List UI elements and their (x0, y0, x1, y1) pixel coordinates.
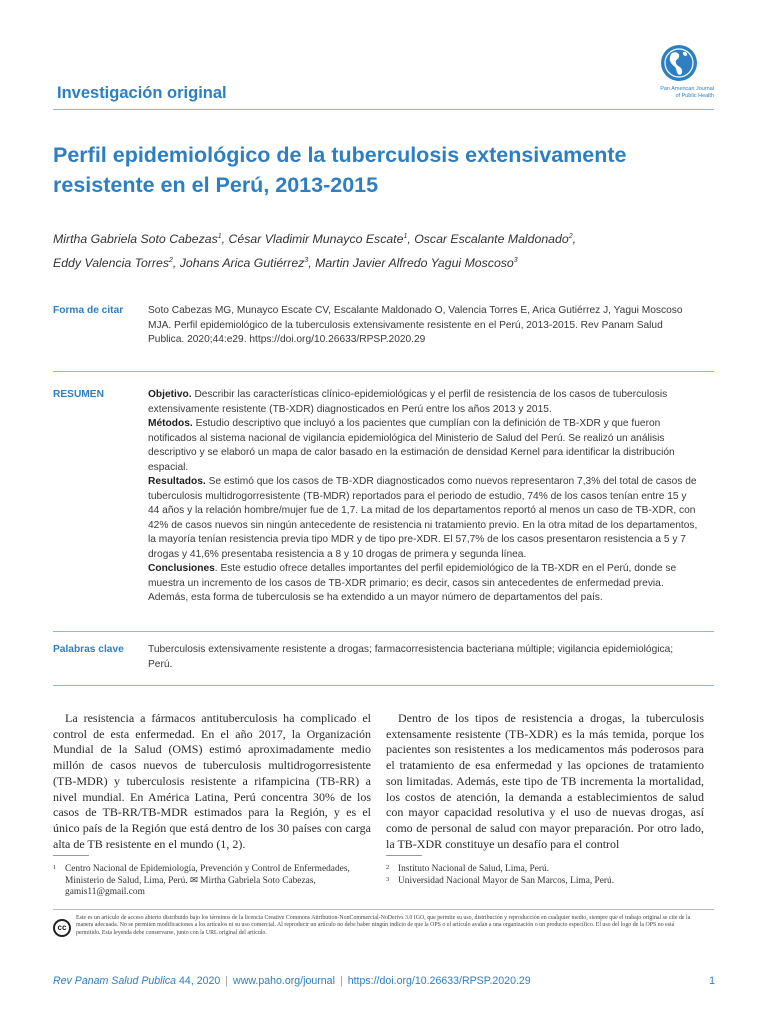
author-list: Mirtha Gabriela Soto Cabezas$^1$, César Vladimir Munayco Escate$^1$, Oscar Escalante Maldonado$^2$, Eddy Valencia Torres$^2$, Johans Arica Gutiérrez$^3$, Martin Javier Alfredo Yagui Moscoso$^3$ (53, 232, 577, 271)
footnote-divider (53, 855, 89, 856)
author-affiliation-mark: 2 (568, 233, 573, 240)
abstract-methods: Estudio descriptivo que incluyó a los pacientes que cumplían con la definición de TB-XDR y que fueron notificados al sistema nacional de vigilancia epidemiológica del Ministerio de Salud del Perú. Se realizó un análisis descriptivo y se elaboró un mapa de calor basado en la estimación de densidad Kernel para identificar la distribución espacial. (148, 418, 675, 473)
author-name: Martin Javier Alfredo Yagui Moscoso (315, 256, 514, 271)
body-paragraph: La resistencia a fármacos antituberculosis ha complicado el control de esta enfermedad. En el año 2017, la Organización Mundial de la Salud (OMS) estimó aproximadamente medio millón de casos nuevos de tuberculosis multidrogorresistente (TB-MDR) y tuberculosis resistente a rifampicina (TB-RR) a nivel mundial. En América Latina, Perú concentra 30% de los casos de TB-RR/TB-MDR estimados para la Región, y es el único país de la Región que está dentro de los 30 países con carga alta de TB resistente en el mundo (1, 2). (53, 711, 371, 851)
body-column-right (386, 711, 704, 852)
abstract-methods-heading: Métodos. (148, 418, 193, 429)
article-title: Perfil epidemiológico de la tuberculosis extensivamente resistente en el Perú, 2013-2015 (53, 143, 627, 197)
abstract-label: RESUMEN (53, 389, 104, 400)
logo-text-line2: of Public Health (675, 93, 714, 99)
keywords-divider (53, 631, 714, 632)
author-affiliation-mark: 3 (304, 257, 309, 265)
author-name: Johans Arica Gutiérrez (179, 256, 305, 271)
author-affiliation-mark: 2 (168, 257, 173, 265)
page-footer: Rev Panam Salud Publica 44, 2020 | www.paho.org/journal | https://doi.org/10.26633/RPSP.2020.29 (53, 975, 531, 987)
body-top-divider (53, 685, 714, 686)
section-label: Investigación original (57, 84, 227, 102)
license-text: Este es un artículo de acceso abierto distribuido bajo los términos de la licencia Creative Commons Attribution-NonCommercial-NoDerivs 3.0 IGO, que permite su uso, distribución y reproducción en cualquier medio, siempre que el trabajo original se cite de la manera adecuada. No se permiten modificaciones a los artículos ni su uso comercial. Al reproducir un artículo no debe haber ningún indicio de que la OPS o el artículo avalan a una organización o un producto específico. El uso del logo de la OPS no está permitido. Esta leyenda debe conservarse, junto con la URL original del artículo. (76, 915, 691, 936)
body-column-left (53, 711, 371, 852)
author-affiliation-mark: 1 (403, 233, 408, 240)
citation-label: Forma de citar (53, 305, 124, 316)
creative-commons-icon: cc (53, 919, 71, 937)
footer-url-link[interactable]: www.paho.org/journal (233, 975, 335, 987)
journal-logo (644, 44, 714, 106)
footnote-text: Universidad Nacional Mayor de San Marcos, Lima, Perú. (398, 876, 615, 886)
abstract-conclusions-heading: Conclusiones (148, 563, 215, 574)
footer-journal: Rev Panam Salud Publica (53, 975, 177, 987)
page-number: 1 (709, 975, 715, 987)
body-paragraph: Dentro de los tipos de resistencia a drogas, la tuberculosis extensamente resistente (TB-XDR) es la más temida, porque los pacientes son resistentes a los medicamentos más poderosos para el tratamiento de esa enfermedad y las opciones de tratamiento son limitadas. Además, este tipo de TB incrementa la mortalidad, los costos de atención, la demanda a establecimientos de salud con mayor capacidad resolutiva y el uso de nuevas drogas, así como de personal de salud con mayor preparación. Por otro lado, la TB-XDR constituye un desafío para el control (386, 711, 704, 851)
abstract-top-divider (53, 371, 714, 372)
author-name: Eddy Valencia Torres (53, 256, 169, 271)
header-divider (53, 109, 714, 110)
footnote-mark: 1 (53, 864, 57, 871)
author-name: Mirtha Gabriela Soto Cabezas (53, 232, 218, 247)
keywords-label: Palabras clave (53, 644, 124, 655)
footer-volume: 44, 2020 (179, 975, 221, 987)
footnote-divider (386, 855, 422, 856)
footnote-affiliation-1 (53, 864, 371, 899)
author-affiliation-mark: 3 (513, 257, 518, 265)
license-divider (53, 909, 714, 910)
author-affiliation-mark: 1 (217, 233, 222, 240)
footnote-mark: 3 (386, 876, 390, 883)
footnote-affiliation-2 (386, 864, 704, 876)
keywords-text: Tuberculosis extensivamente resistente a drogas; farmacorresistencia bacteriana múltiple; vigilancia epidemiológica; Perú. (148, 644, 674, 670)
footer-doi-link[interactable]: https://doi.org/10.26633/RPSP.2020.29 (347, 975, 531, 987)
abstract-body (148, 388, 700, 606)
footnote-mark: 2 (386, 864, 390, 871)
abstract-results-heading: Resultados. (148, 476, 206, 487)
footnote-text: Instituto Nacional de Salud, Lima, Perú. (398, 864, 550, 874)
footnote-affiliation-3 (386, 876, 704, 888)
footnote-text: Centro Nacional de Epidemiología, Prevención y Control de Enfermedades, Ministerio de Salud, Lima, Perú. ✉ Mirtha Gabriela Soto Cabezas, gamis11@gmail.com (65, 864, 350, 897)
citation-text: Soto Cabezas MG, Munayco Escate CV, Escalante Maldonado O, Valencia Torres E, Arica Gutiérrez J, Yagui Moscoso MJA. Perfil epidemiológico de la tuberculosis extensivamente resistente en el Perú, 2013-2015. Rev Panam Salud Publica. 2020;44:e29. https://doi.org/10.26633/RPSP.2020.29 (148, 305, 683, 345)
abstract-conclusions: . Este estudio ofrece detalles importantes del perfil epidemiológico de la TB-XDR en el Perú, donde se muestra un incremento de los casos de TB-XDR primario; es decir, casos sin antecedentes de enfermedad previa. Además, esta forma de tuberculosis se ha extendido a un mayor número de departamentos del país. (148, 563, 677, 603)
globe-icon (655, 44, 703, 84)
logo-text-line1: Pan American Journal (660, 86, 714, 92)
author-name: César Vladimir Munayco Escate (228, 232, 404, 247)
abstract-objective-heading: Objetivo. (148, 389, 192, 400)
abstract-objective: Describir las características clínico-epidemiológicas y el perfil de resistencia de los casos de tuberculosis extensivamente resistente (TB-XDR) diagnosticados en Perú entre los años 2013 y 2015. (148, 389, 668, 415)
abstract-results: Se estimó que los casos de TB-XDR diagnosticados como nuevos representaron 7,3% del total de casos de tuberculosis multidrogorresistente (TB-MDR) reportados para el periodo de estudio, 74% de los casos tenían entre 15 y 44 años y la relación hombre/mujer fue de 1,7. La mitad de los departamentos reportó al menos un caso de TB-XDR, con 42% de casos nuevos sin ningún antecedente de resistencia ni tratamiento previo. En la otra mitad de los departamentos, la mayoría tenían resistencia previa tipo MDR y de tipo pre-XDR. El 57,7% de los casos presentaron resistencia a 5 y 7 drogas y 41,6% presentaba resistencia a 8 y 10 drogas de primera y segunda línea. (148, 476, 698, 560)
author-name: Oscar Escalante Maldonado (414, 232, 569, 247)
